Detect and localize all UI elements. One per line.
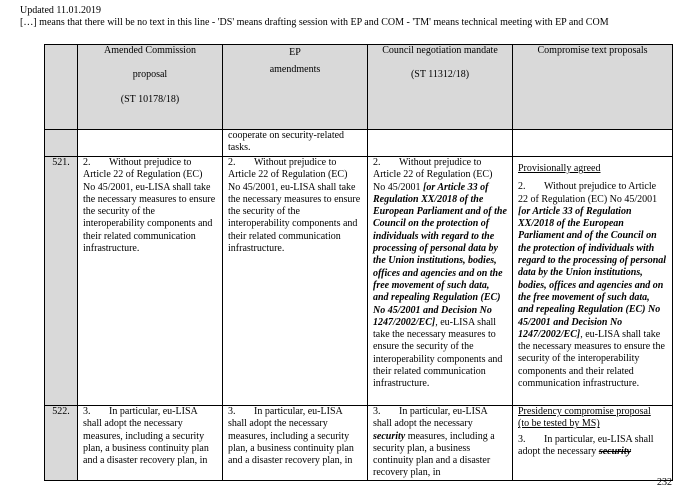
table-row [45,157,673,406]
cell-amended-proposal: 2. Without prejudice to Article 22 of Regulation (EC) No 45/2001, eu-LISA shall take the necessary measures to ensure the security of the interoperability components and their related communication infrastructure. [78,157,223,406]
status-to-be-tested: (to be tested by MS) [518,418,600,430]
cell-compromise: Presidency compromise proposal (to be tested by MS) 3. In particular, eu-LISA shall adopt the necessary security [513,406,673,481]
status-provisionally-agreed: Provisionally agreed [518,163,601,174]
header-ep-amendments: EP amendments [223,45,368,130]
cell-amended-proposal: 3. In particular, eu-LISA shall adopt the necessary measures, including a security plan, a business continuity plan and a disaster recovery plan, in [78,406,223,481]
cell-ep-amendments: 3. In particular, eu-LISA shall adopt the necessary measures, including a security plan, a business continuity plan and a disaster recovery plan, in [223,406,368,481]
header-council-mandate: Council negotiation mandate (ST 11312/18) [368,45,513,130]
legend-note: […] means that there will be no text in this line - 'DS' means drafting session with EP and COM - 'TM' means technical meeting with EP and COM [20,17,609,28]
table-header-row [45,45,673,130]
table-row [45,130,673,157]
negotiation-table [44,44,673,481]
header-compromise: Compromise text proposals [513,45,673,130]
cell-ep-amendments: 2. Without prejudice to Article 22 of Regulation (EC) No 45/2001, eu-LISA shall take the necessary measures to ensure the security of the interoperability components and their related communication infrastructure. [223,157,368,406]
row-number: 522. [45,406,78,481]
table-row [45,406,673,481]
cell-ep-continued: cooperate on security-related tasks. [223,130,368,157]
cell-council-mandate: 3. In particular, eu-LISA shall adopt the necessary security measures, including a security plan, a business continuity plan and a disaster recovery plan, in [368,406,513,481]
page-number: 232 [657,477,672,488]
update-date: Updated 11.01.2019 [20,5,102,16]
cell-compromise: Provisionally agreed 2. Without prejudice to Article 22 of Regulation (EC) No 45/2001 [or Article 33 of Regulation XX/2018 of the European Parliament and of the Council on the protection of individuals with regard to the processing of personal data by the Union institutions, bodies, offices and agencies and on the free movement of such data, and repealing Regulation (EC) No 45/2001 and Decision No 1247/2002/EC], eu-LISA shall take the necessary measures to ensure the security of the interoperability components and their related communication infrastructure. [513,157,673,406]
cell-council-mandate: 2. Without prejudice to Article 22 of Regulation (EC) No 45/2001 [or Article 33 of Regulation XX/2018 of the European Parliament and of the Council on the protection of individuals with regard to the processing of personal data by the Union institutions, bodies, offices and agencies and on the free movement of such data, and repealing Regulation (EC) No 45/2001 and Decision No 1247/2002/EC], eu-LISA shall take the necessary measures to ensure the security of the interoperability components and their related communication infrastructure. [368,157,513,406]
header-amended-proposal: Amended Commission proposal (ST 10178/18) [78,45,223,130]
status-presidency-proposal: Presidency compromise proposal [518,406,651,417]
header-rownum [45,45,78,130]
row-number: 521. [45,157,78,406]
